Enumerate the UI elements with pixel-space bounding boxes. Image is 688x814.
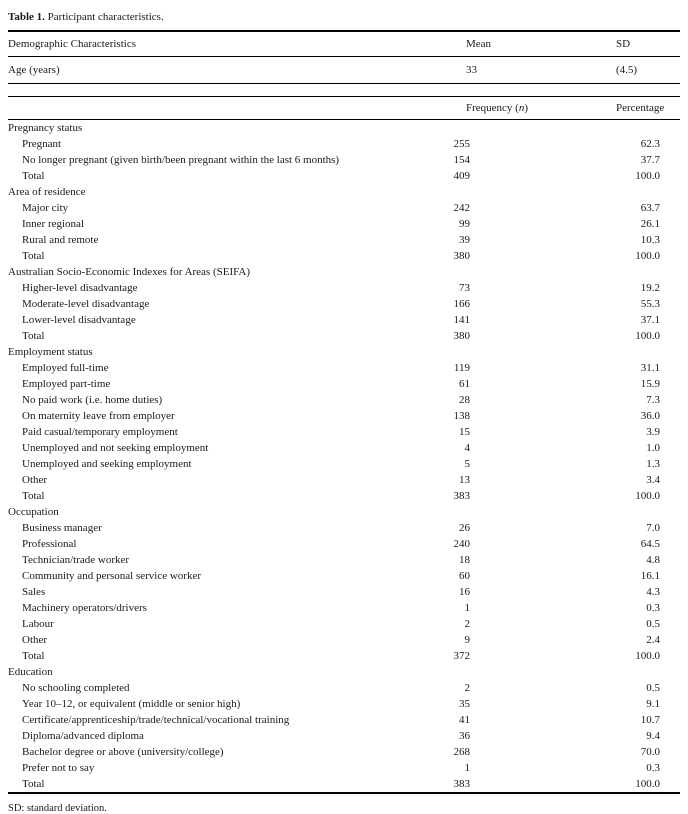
row-label: Community and personal service worker [22,570,202,582]
row-frequency: 35 [459,698,470,710]
row-percentage: 7.3 [646,394,660,406]
header-frequency-n: n [518,102,525,114]
row-label: Machinery operators/drivers [22,602,147,614]
row-frequency: 380 [453,250,470,262]
row-percentage: 1.0 [646,442,660,454]
row-label: Other [22,634,48,646]
row-label: Prefer not to say [22,762,95,774]
header-sd: SD [616,38,631,50]
table-row [8,696,680,712]
table-row [8,152,680,168]
row-frequency: 240 [453,538,470,550]
row-label: Total [22,170,45,182]
row-frequency: 380 [453,330,470,342]
row-label: Unemployed and not seeking employment [22,442,209,454]
age-sd-value: (4.5) [616,64,638,76]
row-percentage: 16.1 [640,570,660,582]
row-percentage: 62.3 [640,138,660,150]
table-caption-label: Table 1. [8,11,45,23]
table-row [8,232,680,248]
header-frequency [466,97,528,119]
row-frequency: 372 [453,650,470,662]
row-label: Paid casual/temporary employment [22,426,178,438]
table-row [8,312,680,328]
table-row [8,440,680,456]
row-frequency: 1 [464,602,470,614]
row-label: No paid work (i.e. home duties) [22,394,163,406]
row-percentage: 1.3 [646,458,660,470]
section-row [8,344,680,360]
table-footnote: SD: standard deviation. [8,803,107,814]
table-row [8,616,680,632]
row-frequency: 4 [464,442,470,454]
row-frequency: 383 [453,778,470,790]
row-frequency: 409 [453,170,470,182]
table-row [8,216,680,232]
row-label: Labour [22,618,54,630]
row-label: Total [22,490,45,502]
table-body [8,120,680,792]
row-percentage: 70.0 [640,746,660,758]
row-percentage: 7.0 [646,522,660,534]
header-demographic-characteristics: Demographic Characteristics [8,38,136,50]
row-label: Sales [22,586,46,598]
section-row [8,504,680,520]
header-percentage: Percentage [616,102,665,114]
row-frequency: 138 [453,410,470,422]
row-frequency: 26 [459,522,470,534]
row-percentage: 37.1 [640,314,660,326]
table-row [8,712,680,728]
table-row [8,520,680,536]
section-title: Pregnancy status [8,122,83,134]
table-row [8,632,680,648]
section-row [8,120,680,136]
row-label: Year 10–12, or equivalent (middle or senior high) [22,698,241,710]
table-row [8,584,680,600]
table-row [8,248,680,264]
table-caption [8,6,680,30]
row-frequency: 383 [453,490,470,502]
row-label: No longer pregnant (given birth/been pregnant within the last 6 months) [22,154,340,166]
row-frequency: 1 [464,762,470,774]
row-percentage: 0.3 [646,602,660,614]
row-label: No schooling completed [22,682,130,694]
row-label: Total [22,330,45,342]
row-frequency: 268 [453,746,470,758]
section-title: Education [8,666,53,678]
row-percentage: 19.2 [640,282,660,294]
table-row [8,280,680,296]
row-percentage: 9.4 [646,730,660,742]
row-percentage: 100.0 [635,650,660,662]
row-percentage: 36.0 [640,410,660,422]
row-label: Rural and remote [22,234,99,246]
row-frequency: 36 [459,730,470,742]
row-frequency: 60 [459,570,470,582]
row-label: Other [22,474,48,486]
row-percentage: 64.5 [640,538,660,550]
section-title: Australian Socio-Economic Indexes for Areas (SEIFA) [8,266,251,278]
header-row-demographics [8,32,680,56]
table-row [8,376,680,392]
row-frequency: 16 [459,586,470,598]
row-percentage: 100.0 [635,250,660,262]
row-percentage: 0.3 [646,762,660,774]
row-percentage: 10.3 [640,234,660,246]
row-frequency: 141 [453,314,470,326]
header-frequency-post: ) [524,102,529,114]
row-percentage: 0.5 [646,618,660,630]
row-label: Lower-level disadvantage [22,314,136,326]
row-frequency: 242 [453,202,470,214]
age-label: Age (years) [8,64,60,76]
row-frequency: 9 [464,634,470,646]
table-row [8,456,680,472]
section-row [8,664,680,680]
row-percentage: 100.0 [635,490,660,502]
row-label: Major city [22,202,69,214]
header-row-frequency [8,97,680,119]
row-frequency: 5 [464,458,470,470]
row-percentage: 100.0 [635,778,660,790]
row-frequency: 41 [459,714,470,726]
table-row [8,200,680,216]
row-percentage: 0.5 [646,682,660,694]
table-caption-text: Participant characteristics. [44,11,164,23]
table-row [8,552,680,568]
row-label: Total [22,650,45,662]
table-row [8,600,680,616]
row-frequency: 15 [459,426,470,438]
table-row [8,744,680,760]
row-percentage: 100.0 [635,170,660,182]
table-row [8,360,680,376]
row-label: Bachelor degree or above (university/college) [22,746,224,758]
row-percentage: 37.7 [640,154,660,166]
section-row [8,184,680,200]
row-label: Higher-level disadvantage [22,282,138,294]
age-row [8,57,680,83]
row-label: Professional [22,538,77,550]
row-label: On maternity leave from employer [22,410,175,422]
row-percentage: 4.8 [646,554,660,566]
row-label: Moderate-level disadvantage [22,298,150,310]
table-row [8,392,680,408]
row-label: Pregnant [22,138,62,150]
row-frequency: 119 [453,362,470,374]
row-percentage: 3.9 [646,426,660,438]
row-label: Employed full-time [22,362,109,374]
table-row [8,424,680,440]
section-title: Area of residence [8,186,86,198]
row-frequency: 28 [459,394,470,406]
section-gap [8,84,680,96]
header-mean: Mean [466,38,492,50]
table-row [8,328,680,344]
table-row [8,408,680,424]
row-frequency: 73 [459,282,470,294]
row-percentage: 10.7 [640,714,660,726]
row-percentage: 3.4 [646,474,660,486]
row-percentage: 63.7 [640,202,660,214]
table-row [8,760,680,776]
row-frequency: 2 [464,682,470,694]
row-frequency: 2 [464,618,470,630]
row-percentage: 100.0 [635,330,660,342]
section-row [8,264,680,280]
row-frequency: 166 [453,298,470,310]
section-title: Occupation [8,506,59,518]
row-percentage: 55.3 [640,298,660,310]
row-percentage: 15.9 [640,378,660,390]
row-percentage: 9.1 [646,698,660,710]
row-percentage: 31.1 [640,362,660,374]
row-label: Technician/trade worker [22,554,130,566]
table-row [8,680,680,696]
row-label: Business manager [22,522,102,534]
section-title: Employment status [8,346,93,358]
age-mean-value: 33 [466,64,477,76]
table-row [8,488,680,504]
row-label: Employed part-time [22,378,111,390]
table-row [8,648,680,664]
row-percentage: 2.4 [646,634,660,646]
row-frequency: 99 [459,218,470,230]
row-label: Total [22,250,45,262]
row-label: Diploma/advanced diploma [22,730,144,742]
table-row [8,472,680,488]
row-frequency: 154 [453,154,470,166]
table-row [8,776,680,792]
row-frequency: 13 [459,474,470,486]
table-row [8,728,680,744]
table-row [8,536,680,552]
table-row [8,136,680,152]
row-label: Total [22,778,45,790]
row-frequency: 61 [459,378,470,390]
table-row [8,168,680,184]
header-frequency-pre: Frequency ( [466,102,519,114]
row-label: Inner regional [22,218,84,230]
row-frequency: 255 [453,138,470,150]
row-percentage: 26.1 [640,218,660,230]
row-percentage: 4.3 [646,586,660,598]
row-frequency: 39 [459,234,470,246]
row-label: Certificate/apprenticeship/trade/technical/vocational training [22,714,290,726]
table-row [8,296,680,312]
row-label: Unemployed and seeking employment [22,458,192,470]
table-row [8,568,680,584]
row-frequency: 18 [459,554,470,566]
